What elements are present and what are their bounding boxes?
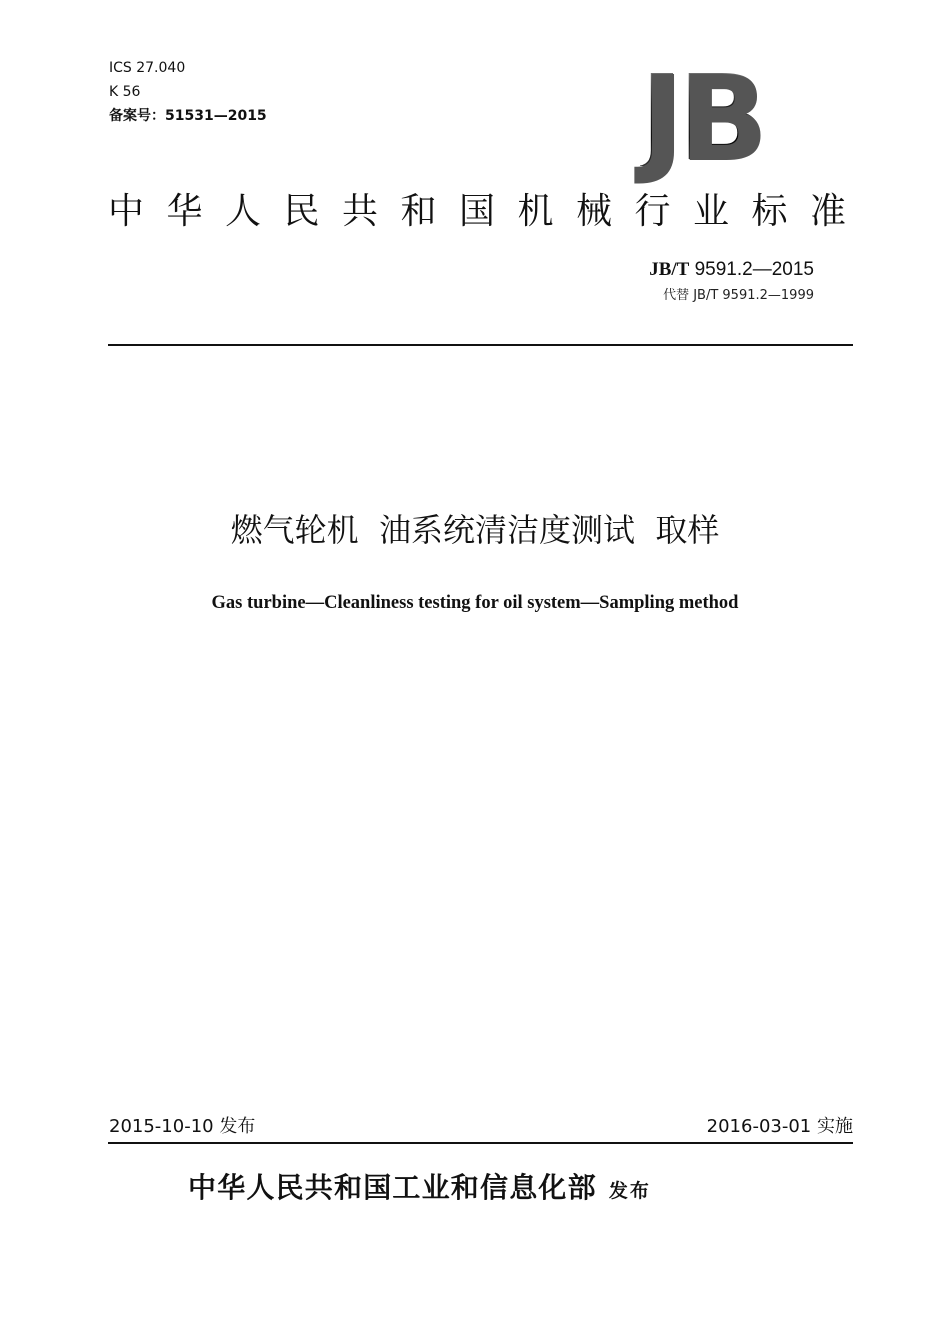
jb-logo: JB (640, 70, 810, 166)
standard-number (649, 258, 814, 282)
bottom-divider (108, 1142, 853, 1144)
issue-date: 2015-10-10 发布 (109, 1116, 256, 1137)
replaces-standard: 代替 JB/T 9591.2—1999 (663, 288, 814, 303)
implementation-date: 2016-03-01 实施 (706, 1116, 853, 1137)
standard-number-prefix: JB/T (649, 259, 690, 280)
title-chinese: 燃气轮机 油系统清洁度测试 取样 (230, 511, 720, 549)
publisher-suffix: 发布 (608, 1180, 651, 1202)
standard-category: 中华人民共和国机械行业标准 (108, 191, 869, 232)
publisher-name: 中华人民共和国工业和信息化部 (188, 1171, 597, 1204)
record-number: 备案号：51531—2015 (109, 108, 267, 124)
standard-number-value: 9591.2—2015 (694, 259, 814, 280)
classification-code: K 56 (109, 84, 141, 100)
ics-code: ICS 27.040 (109, 60, 186, 76)
title-english: Gas turbine—Cleanliness testing for oil system—Sampling method (211, 593, 739, 613)
publisher (188, 1168, 651, 1211)
top-divider (108, 344, 853, 346)
